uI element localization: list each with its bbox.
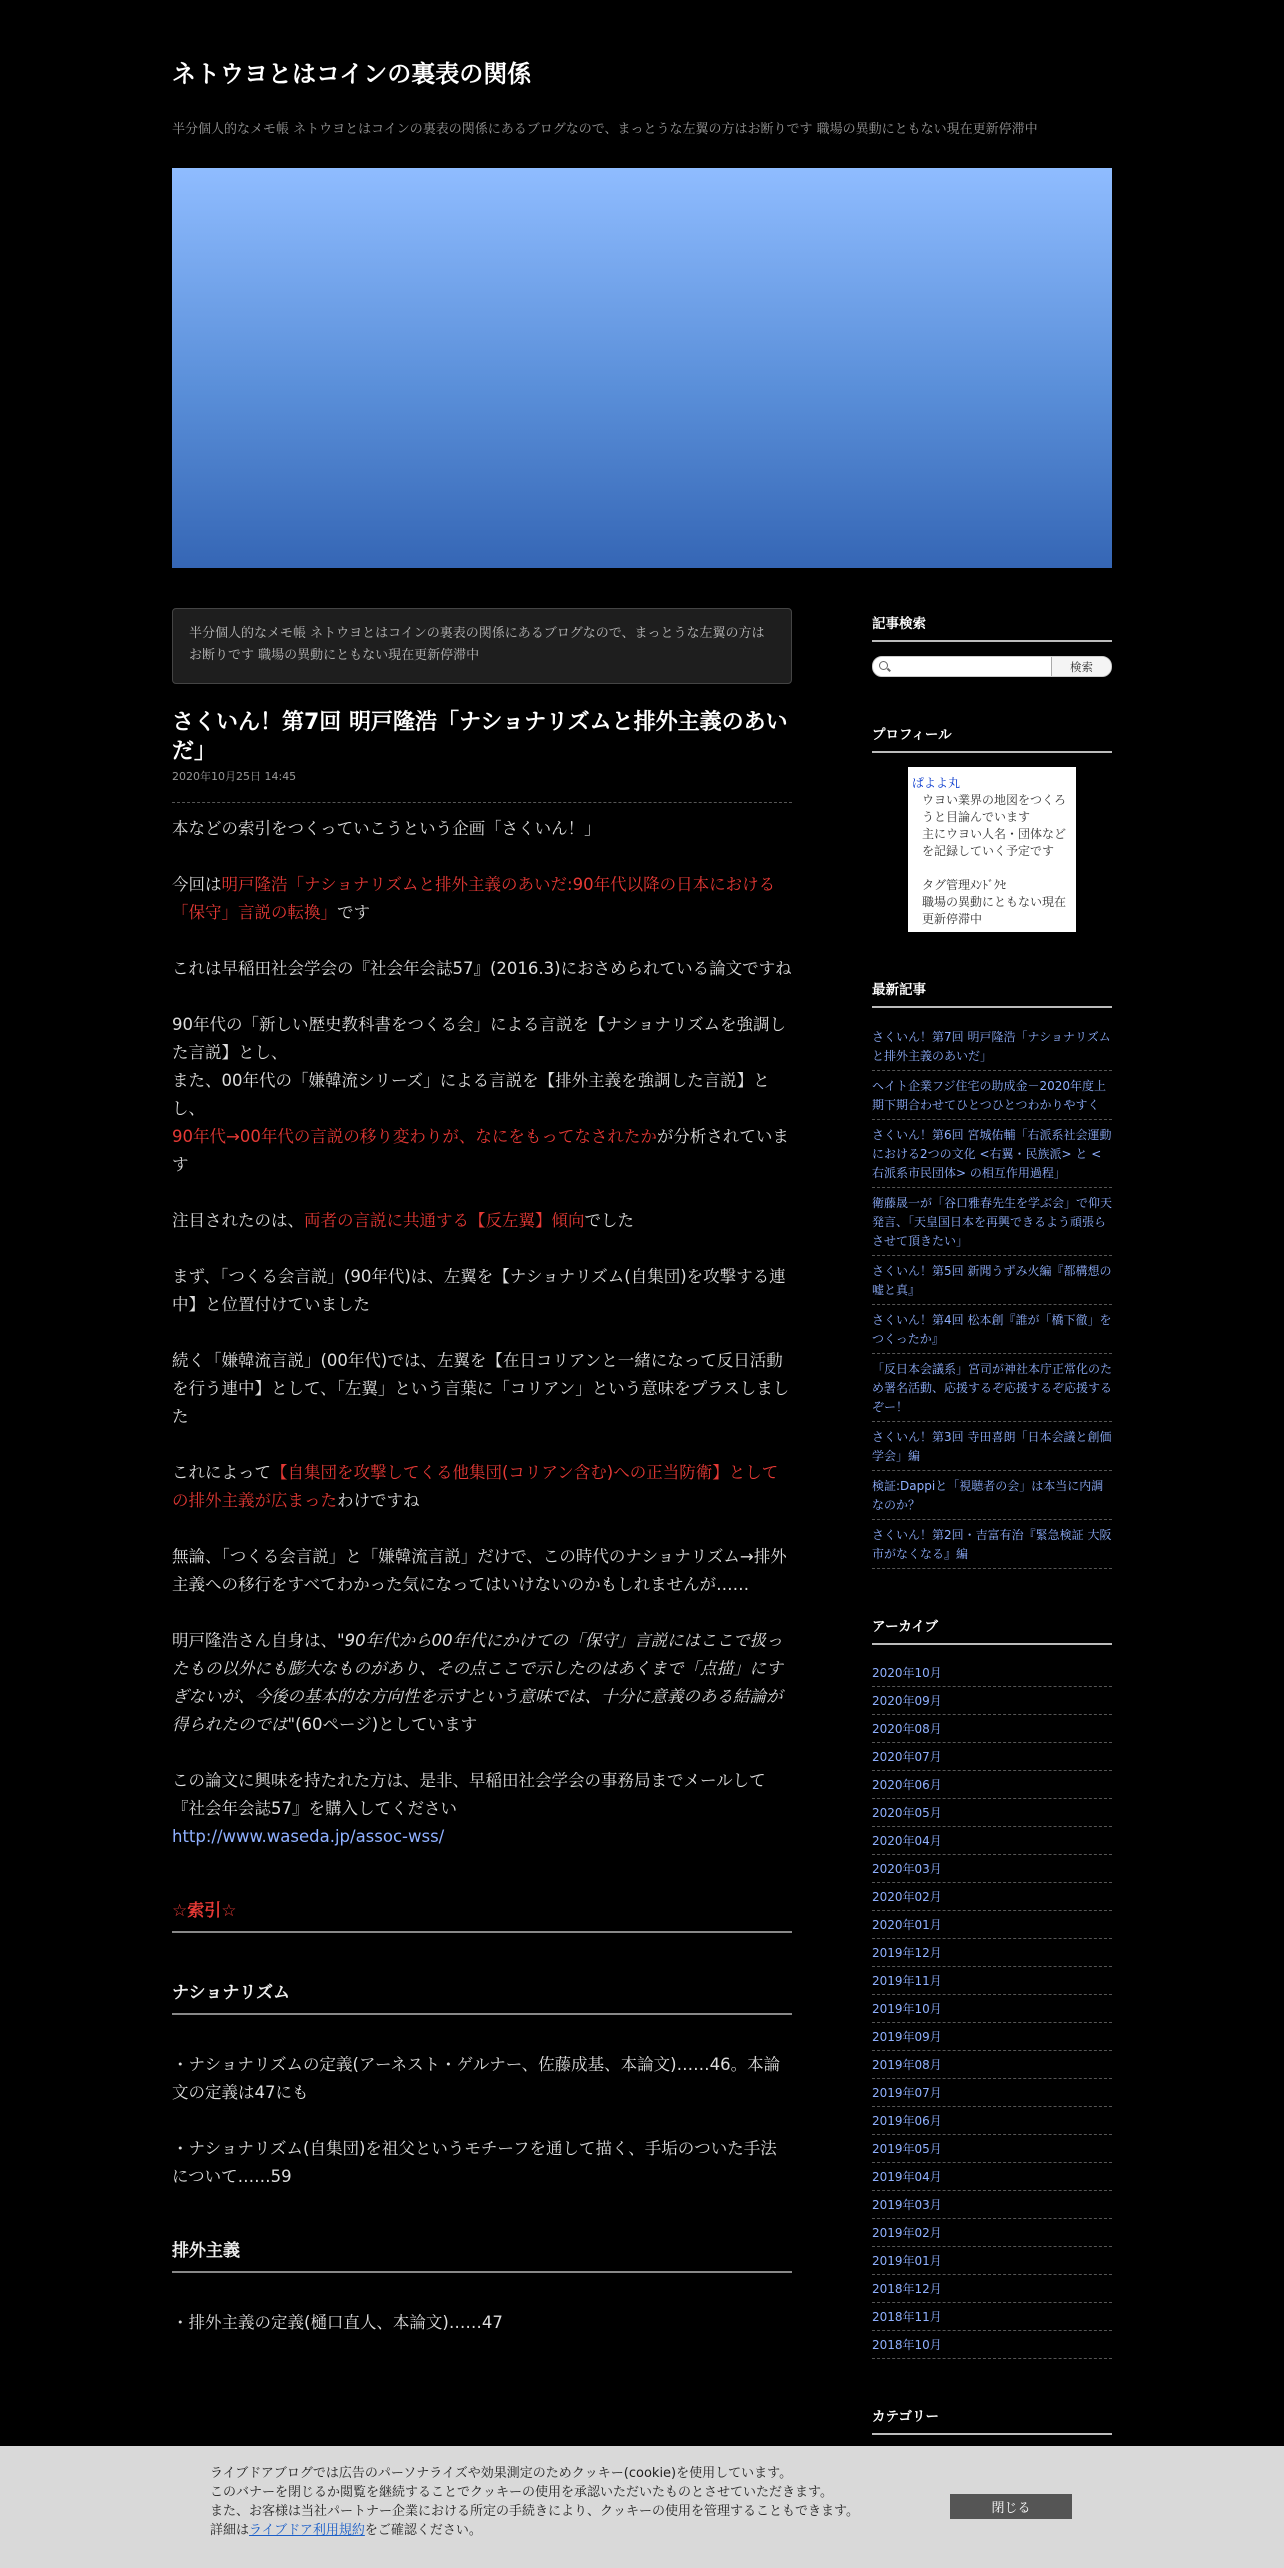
blog-description-box: 半分個人的なメモ帳 ネトウヨとはコインの裏表の関係にあるブログなので、まっとうな左翼の方はお断りです 職場の異動にともない現在更新停滞中	[172, 608, 792, 684]
paragraph	[172, 871, 792, 927]
archive-link[interactable]: 2019年12月	[872, 1946, 942, 1960]
archive-link[interactable]: 2019年05月	[872, 2142, 942, 2156]
archive-link[interactable]: 2019年03月	[872, 2198, 942, 2212]
highlight-text: 明戸隆浩「ナショナリズムと排外主義のあいだ:90年代以降の日本における「保守」言説の転換」	[172, 875, 776, 922]
archive-link[interactable]: 2020年05月	[872, 1806, 942, 1820]
archive-link[interactable]: 2019年10月	[872, 2002, 942, 2016]
archive-link[interactable]: 2018年10月	[872, 2338, 942, 2352]
paragraph	[172, 1627, 792, 1739]
index-heading: ☆索引☆	[172, 1897, 792, 1933]
recent-articles-list	[872, 1022, 1112, 1569]
section-heading-xenophobia: 排外主義	[172, 2237, 792, 2273]
recent-articles-widget	[872, 978, 1112, 1569]
archive-link[interactable]: 2018年11月	[872, 2310, 942, 2324]
profile-name-link[interactable]: ぱよよ丸	[912, 776, 961, 790]
archive-link[interactable]: 2019年08月	[872, 2058, 942, 2072]
text: (60ページ)としています	[295, 1715, 478, 1734]
recent-article-link[interactable]: さくいん！第2回・吉富有治『緊急検証 大阪市がなくなる』編	[872, 1520, 1112, 1569]
archive-link[interactable]: 2019年09月	[872, 2030, 942, 2044]
recent-article-link[interactable]: さくいん！第3回 寺田喜朗「日本会議と創価学会」編	[872, 1422, 1112, 1471]
recent-article-link[interactable]: 検証:Dappiと「視聴者の会」は本当に内調なのか？	[872, 1471, 1112, 1520]
recent-article-link[interactable]: 衛藤晟一が「谷口雅春先生を学ぶ会」で仰天発言、「天皇国日本を再興できるよう頑張らさせて頂きたい」	[872, 1188, 1112, 1256]
search-widget-title: 記事検索	[872, 612, 1112, 642]
search-icon	[879, 661, 891, 673]
text: 詳細は	[210, 2523, 250, 2538]
archive-widget	[872, 1615, 1112, 2359]
profile-text: 主にウヨい人名・団体などを記録していく予定です	[922, 827, 1067, 858]
text: をご確認ください。	[364, 2523, 482, 2538]
article-title[interactable]: さくいん！第7回 明戸隆浩「ナショナリズムと排外主義のあいだ」	[172, 710, 788, 764]
recent-articles-title: 最新記事	[872, 978, 1112, 1008]
header-banner	[172, 168, 1112, 568]
recent-article-link[interactable]: さくいん！第7回 明戸隆浩「ナショナリズムと排外主義のあいだ」	[872, 1022, 1112, 1071]
site-description: 半分個人的なメモ帳 ネトウヨとはコインの裏表の関係にあるブログなので、まっとうな左翼の方はお断りです 職場の異動にともない現在更新停滞中	[172, 122, 1038, 137]
profile-text: 職場の異動にともない現在更新停滞中	[922, 895, 1067, 926]
index-item: ・ナショナリズムの定義(アーネスト・ゲルナー、佐藤成基、本論文)……46。本論文の定義は47にも	[172, 2055, 781, 2102]
archive-link[interactable]: 2019年06月	[872, 2114, 942, 2128]
paragraph: 無論、「つくる会言説」と「嫌韓流言説」だけで、この時代のナショナリズム→排外主義への移行をすべてわかった気になってはいけないのかもしれませんが……	[172, 1547, 787, 1594]
archive-title: アーカイブ	[872, 1615, 1112, 1645]
profile-widget	[872, 723, 1112, 932]
cookie-notice-text	[210, 2464, 859, 2540]
archive-link[interactable]: 2019年02月	[872, 2226, 942, 2240]
archive-link[interactable]: 2020年09月	[872, 1694, 942, 1708]
article-date: 2020年10月25日 14:45	[172, 768, 792, 803]
profile-text: ウヨい業界の地図をつくろうと目論んでいます	[922, 793, 1067, 824]
archive-link[interactable]: 2020年03月	[872, 1862, 942, 1876]
profile-text: タグ管理ﾒﾝﾄﾞｸｾ	[922, 878, 1007, 892]
search-form	[872, 656, 1112, 677]
text: わけですね	[337, 1491, 420, 1510]
search-input[interactable]	[895, 658, 1051, 675]
terms-link[interactable]: ライブドア利用規約	[249, 2523, 365, 2538]
archive-link[interactable]: 2020年10月	[872, 1666, 942, 1680]
cookie-line: また、お客様は当社パートナー企業における所定の手続きにより、クッキーの使用を管理することもできます。	[210, 2504, 859, 2519]
archive-link[interactable]: 2020年06月	[872, 1778, 942, 1792]
text: が分析されています	[172, 1127, 789, 1174]
search-widget	[872, 612, 1112, 677]
recent-article-link[interactable]: さくいん！第6回 宮城佑輔「右派系社会運動における2つの文化 <右翼・民族派> と <右派系市民団体> の相互作用過程」	[872, 1120, 1112, 1188]
sidebar	[872, 612, 1112, 2481]
text: また、00年代の「嫌韓流シリーズ」による言説を【排外主義を強調した言説】とし、	[172, 1071, 770, 1118]
section-heading-nationalism: ナショナリズム	[172, 1979, 792, 2015]
main-column	[172, 608, 792, 2365]
category-title: カテゴリー	[872, 2405, 1112, 2435]
profile-widget-title: プロフィール	[872, 723, 1112, 753]
index-item: ・ナショナリズム(自集団)を祖父というモチーフを通して描く、手垢のついた手法について……59	[172, 2139, 777, 2186]
category-widget	[872, 2405, 1112, 2435]
text: この論文に興味を持たれた方は、是非、早稲田社会学会の事務局までメールして『社会年会誌57』を購入してください	[172, 1771, 766, 1818]
recent-article-link[interactable]: ヘイト企業フジ住宅の助成金－2020年度上期下期合わせてひとつひとつわかりやすく	[872, 1071, 1112, 1120]
index-item: ・排外主義の定義(樋口直人、本論文)……47	[172, 2313, 503, 2332]
archive-link[interactable]: 2019年04月	[872, 2170, 942, 2184]
text: 明戸隆浩さん自身は、	[172, 1631, 337, 1650]
paragraph: 本などの索引をつくっていこうという企画「さくいん！」	[172, 819, 601, 838]
archive-link[interactable]: 2020年07月	[872, 1750, 942, 1764]
archive-link[interactable]: 2020年01月	[872, 1918, 942, 1932]
highlight-text: 両者の言説に共通する【反左翼】傾向	[304, 1211, 585, 1230]
highlight-text: 90年代→00年代の言説の移り変わりが、なにをもってなされたか	[172, 1127, 657, 1146]
archive-link[interactable]: 2019年07月	[872, 2086, 942, 2100]
recent-article-link[interactable]: さくいん！第5回 新聞うずみ火編『都構想の嘘と真』	[872, 1256, 1112, 1305]
quote-text: "90年代から00年代にかけての「保守」言説にはここで扱ったもの以外にも膨大なものがあり、その点ここで示したのはあくまで「点描」にすぎないが、今後の基本的な方向性を示すという意味では、十分に意義のある結論が得られたのでは"	[172, 1631, 783, 1734]
site-title[interactable]: ネトウヨとはコインの裏表の関係	[172, 60, 532, 88]
text: でした	[584, 1211, 634, 1230]
highlight-text: 【自集団を攻撃してくる他集団(コリアン含む)への正当防衛】としての排外主義が広まった	[172, 1463, 779, 1510]
archive-list	[872, 1659, 1112, 2359]
text: です	[337, 903, 370, 922]
paragraph: まず、「つくる会言説」(90年代)は、左翼を【ナショナリズム(自集団)を攻撃する連中】と位置付けていました	[172, 1267, 786, 1314]
article-body	[172, 815, 792, 2337]
cookie-line: このバナーを閉じるか閲覧を継続することでクッキーの使用を承認いただいたものとさせていただきます。	[210, 2485, 833, 2500]
text: 注目されたのは、	[172, 1211, 304, 1230]
paragraph	[172, 1459, 792, 1515]
archive-link[interactable]: 2020年02月	[872, 1890, 942, 1904]
paragraph	[172, 1207, 792, 1235]
archive-link[interactable]: 2018年12月	[872, 2282, 942, 2296]
paragraph	[172, 1011, 792, 1179]
search-button[interactable]: 検索	[1051, 657, 1111, 676]
profile-card	[908, 767, 1076, 932]
cookie-line	[210, 2521, 859, 2540]
paragraph: これは早稲田社会学会の『社会年会誌57』(2016.3)におさめられている論文ですね	[172, 959, 792, 978]
cookie-banner	[0, 2446, 1284, 2568]
recent-article-link[interactable]: 「反日本会議系」宮司が神社本庁正常化のため署名活動、応援するぞ応援するぞ応援するぞー！	[872, 1354, 1112, 1422]
cookie-close-button[interactable]: 閉じる	[950, 2494, 1072, 2519]
text: 今回は	[172, 875, 222, 894]
archive-link[interactable]: 2020年08月	[872, 1722, 942, 1736]
archive-link[interactable]: 2020年04月	[872, 1834, 942, 1848]
external-link[interactable]: http://www.waseda.jp/assoc-wss/	[172, 1827, 445, 1846]
recent-article-link[interactable]: さくいん！第4回 松本創『誰が「橋下徹」をつくったか』	[872, 1305, 1112, 1354]
text: これによって	[172, 1463, 271, 1482]
cookie-line: ライブドアブログでは広告のパーソナライズや効果測定のためクッキー(cookie)を使用しています。	[210, 2466, 793, 2481]
archive-link[interactable]: 2019年11月	[872, 1974, 942, 1988]
archive-link[interactable]: 2019年01月	[872, 2254, 942, 2268]
text: 90年代の「新しい歴史教科書をつくる会」による言説を【ナショナリズムを強調した言説】とし、	[172, 1015, 787, 1062]
paragraph	[172, 1767, 792, 1851]
paragraph: 続く「嫌韓流言説」(00年代)では、左翼を【在日コリアンと一緒になって反日活動を行う連中】として、「左翼」という言葉に「コリアン」という意味をプラスしました	[172, 1351, 790, 1426]
